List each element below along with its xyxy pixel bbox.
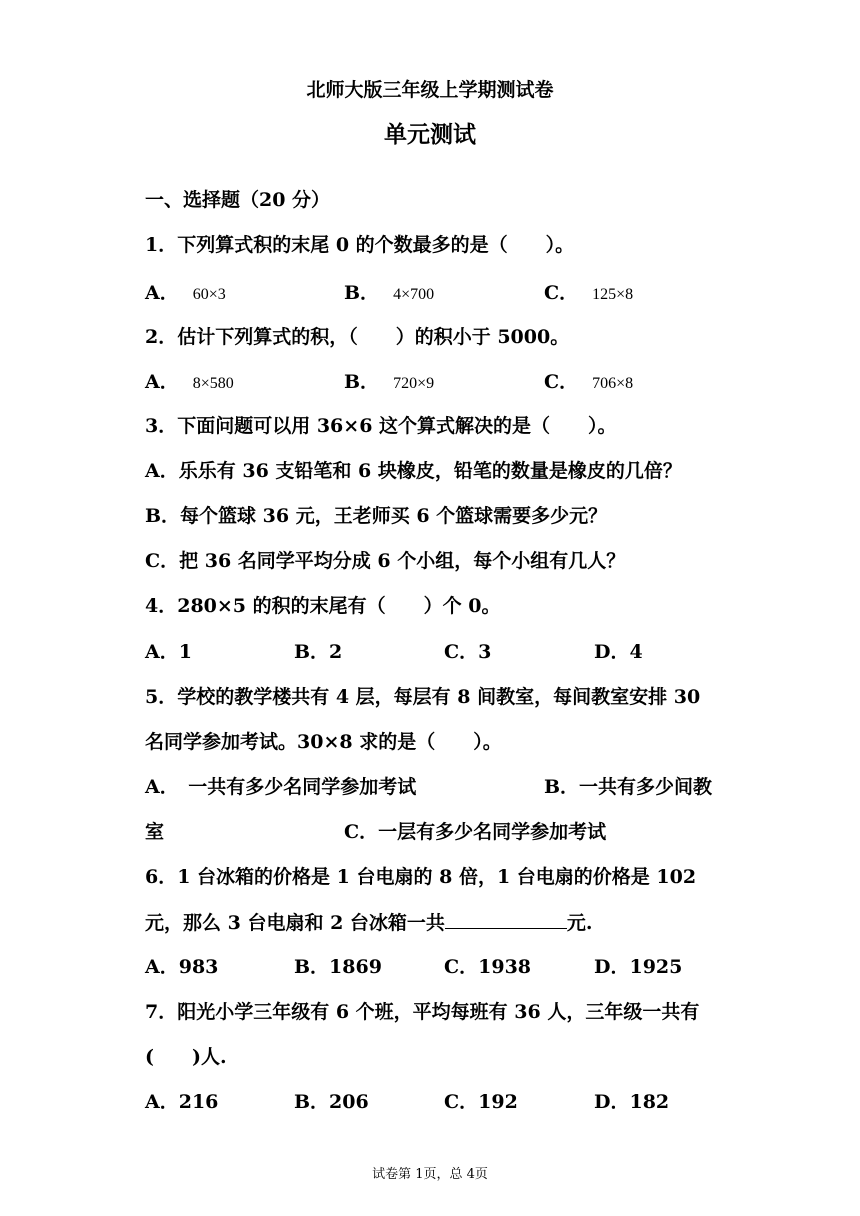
question-6-option-d: D．1925 [594,956,683,978]
question-7-option-a: A．216 [145,1091,219,1113]
section-heading: 一、选择题（20 分） [145,189,331,211]
question-1-option-b [344,281,434,307]
question-5-stem-line-2: 名同学参加考试。30×8 求的是（ ）。 [145,731,502,753]
stem-text: 元，那么 3 台电扇和 2 台冰箱一共 [145,912,445,934]
question-1-option-c [544,281,633,307]
question-3-option-a: A．乐乐有 36 支铅笔和 6 块橡皮，铅笔的数量是橡皮的几倍？ [145,460,682,482]
option-letter: B． [344,282,380,304]
option-expression: 706×8 [592,375,634,392]
question-1-stem: 1．下列算式积的末尾 0 的个数最多的是（ ）。 [145,234,575,256]
page-subtitle: 单元测试 [384,121,476,148]
question-5-option-c: C．一层有多少名同学参加考试 [344,821,607,843]
question-4-option-a: A．1 [145,641,192,663]
question-5-option-b-continued: 室 [145,821,165,843]
question-7-stem-line-2: ( )人. [145,1046,227,1068]
option-expression: 4×700 [393,286,435,303]
question-3-stem: 3．下面问题可以用 36×6 这个算式解决的是（ ）。 [145,415,617,437]
question-6-stem-line-2 [145,910,593,935]
option-letter: A． [145,282,179,304]
question-7-option-b: B．206 [294,1091,369,1113]
question-6-option-a: A．983 [145,956,219,978]
option-letter: C． [544,371,579,393]
answer-blank[interactable] [445,910,567,929]
question-4-option-d: D．4 [594,641,643,663]
question-5-option-a: A． 一共有多少名同学参加考试 [145,776,417,798]
option-letter: B． [344,371,380,393]
question-3-option-b: B．每个篮球 36 元，王老师买 6 个篮球需要多少元？ [145,505,608,527]
question-7-stem-line-1: 7．阳光小学三年级有 6 个班，平均每班有 36 人，三年级一共有 [145,1001,700,1023]
option-expression: 8×580 [192,375,234,392]
question-5-option-b: B．一共有多少间教 [544,776,713,798]
page-footer: 试卷第 1页，总 4页 [372,1167,488,1182]
stem-text: 元. [566,912,593,934]
question-2-option-c [544,370,633,396]
question-6-option-b: B．1869 [294,956,382,978]
question-7-option-d: D．182 [594,1091,670,1113]
question-4-option-c: C．3 [444,641,492,663]
option-expression: 60×3 [192,286,226,303]
question-1-option-a [145,281,226,307]
question-2-option-b [344,370,434,396]
option-letter: A． [145,371,179,393]
option-expression: 720×9 [393,375,435,392]
page-title: 北师大版三年级上学期测试卷 [306,79,554,101]
question-6-stem-line-1: 6．1 台冰箱的价格是 1 台电扇的 8 倍，1 台电扇的价格是 102 [145,866,697,888]
question-5-stem-line-1: 5．学校的教学楼共有 4 层，每层有 8 间教室，每间教室安排 30 [145,686,701,708]
question-4-option-b: B．2 [294,641,343,663]
option-expression: 125×8 [592,286,634,303]
option-letter: C． [544,282,579,304]
question-2-option-a [145,370,234,396]
question-6-option-c: C．1938 [444,956,532,978]
question-4-stem: 4．280×5 的积的末尾有（ ）个 0。 [145,595,501,617]
question-3-option-c: C．把 36 名同学平均分成 6 个小组，每个小组有几人？ [145,550,626,572]
question-7-option-c: C．192 [444,1091,518,1113]
question-2-stem: 2．估计下列算式的积，（ ）的积小于 5000。 [145,326,570,348]
